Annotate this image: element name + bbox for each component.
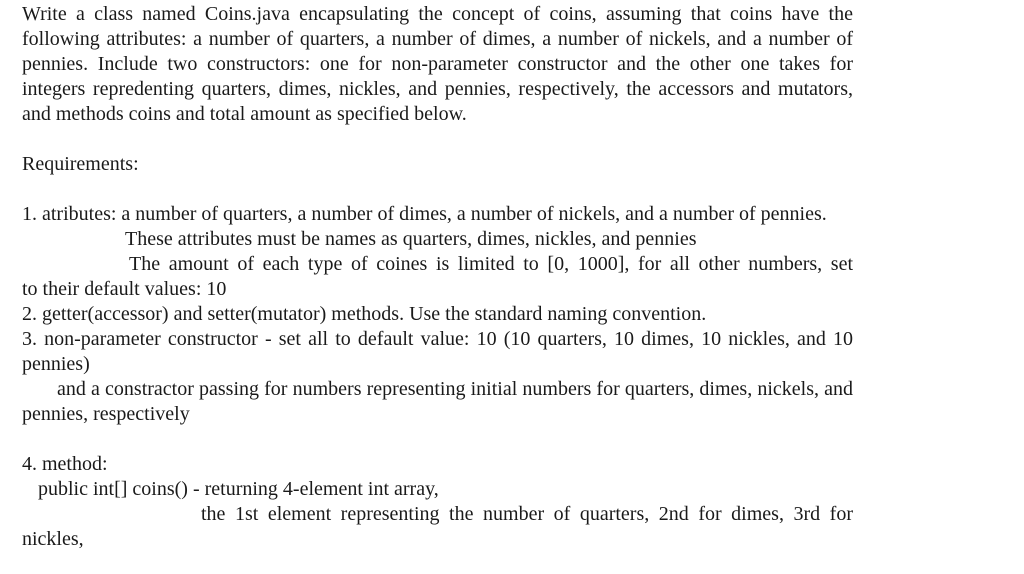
requirement-1: 1. atributes: a number of quarters, a number of dimes, a number of nickels, and a number of pennies.: [22, 203, 827, 225]
intro-paragraph: Write a class named Coins.java encapsulating the concept of coins, assuming that coins have the following attributes: a number of quarters, a number of dimes, a number of nickels, and a number of pennies. Include two constructors: one for non-parameter constructor and the other one takes for integers repredenting quarters, dimes, nickles, and pennies, respectively, the accessors and mutators, and methods coins and total amount as specified below.: [22, 3, 853, 125]
requirement-4: 4. method:: [22, 453, 108, 475]
requirement-1-note-names: These attributes must be names as quarters, dimes, nickles, and pennies: [125, 228, 697, 250]
requirement-2: 2. getter(accessor) and setter(mutator) methods. Use the standard naming convention.: [22, 303, 707, 325]
requirement-4-signature: public int[] coins() - returning 4-element int array,: [38, 478, 439, 500]
spacer: [22, 427, 853, 452]
assignment-document: [22, 2, 853, 552]
requirement-4-description: the 1st element representing the number of quarters, 2nd for dimes, 3rd for: [201, 503, 853, 525]
requirement-3-note: and a constractor passing for numbers representing initial numbers for quarters, dimes, nickels, and pennies, respectively: [22, 378, 853, 425]
requirement-1-note-range-cont: to their default values: 10: [22, 278, 227, 300]
requirement-1-note-range: The amount of each type of coines is limited to [0, 1000], for all other numbers, set: [129, 253, 853, 275]
requirements-heading: Requirements:: [22, 153, 139, 175]
requirement-4-description-cont: nickles,: [22, 528, 84, 550]
spacer: [22, 127, 853, 152]
spacer: [22, 177, 853, 202]
requirement-3: 3. non-parameter constructor - set all to default value: 10 (10 quarters, 10 dimes, 10 nickles, and 10 pennies): [22, 328, 853, 375]
